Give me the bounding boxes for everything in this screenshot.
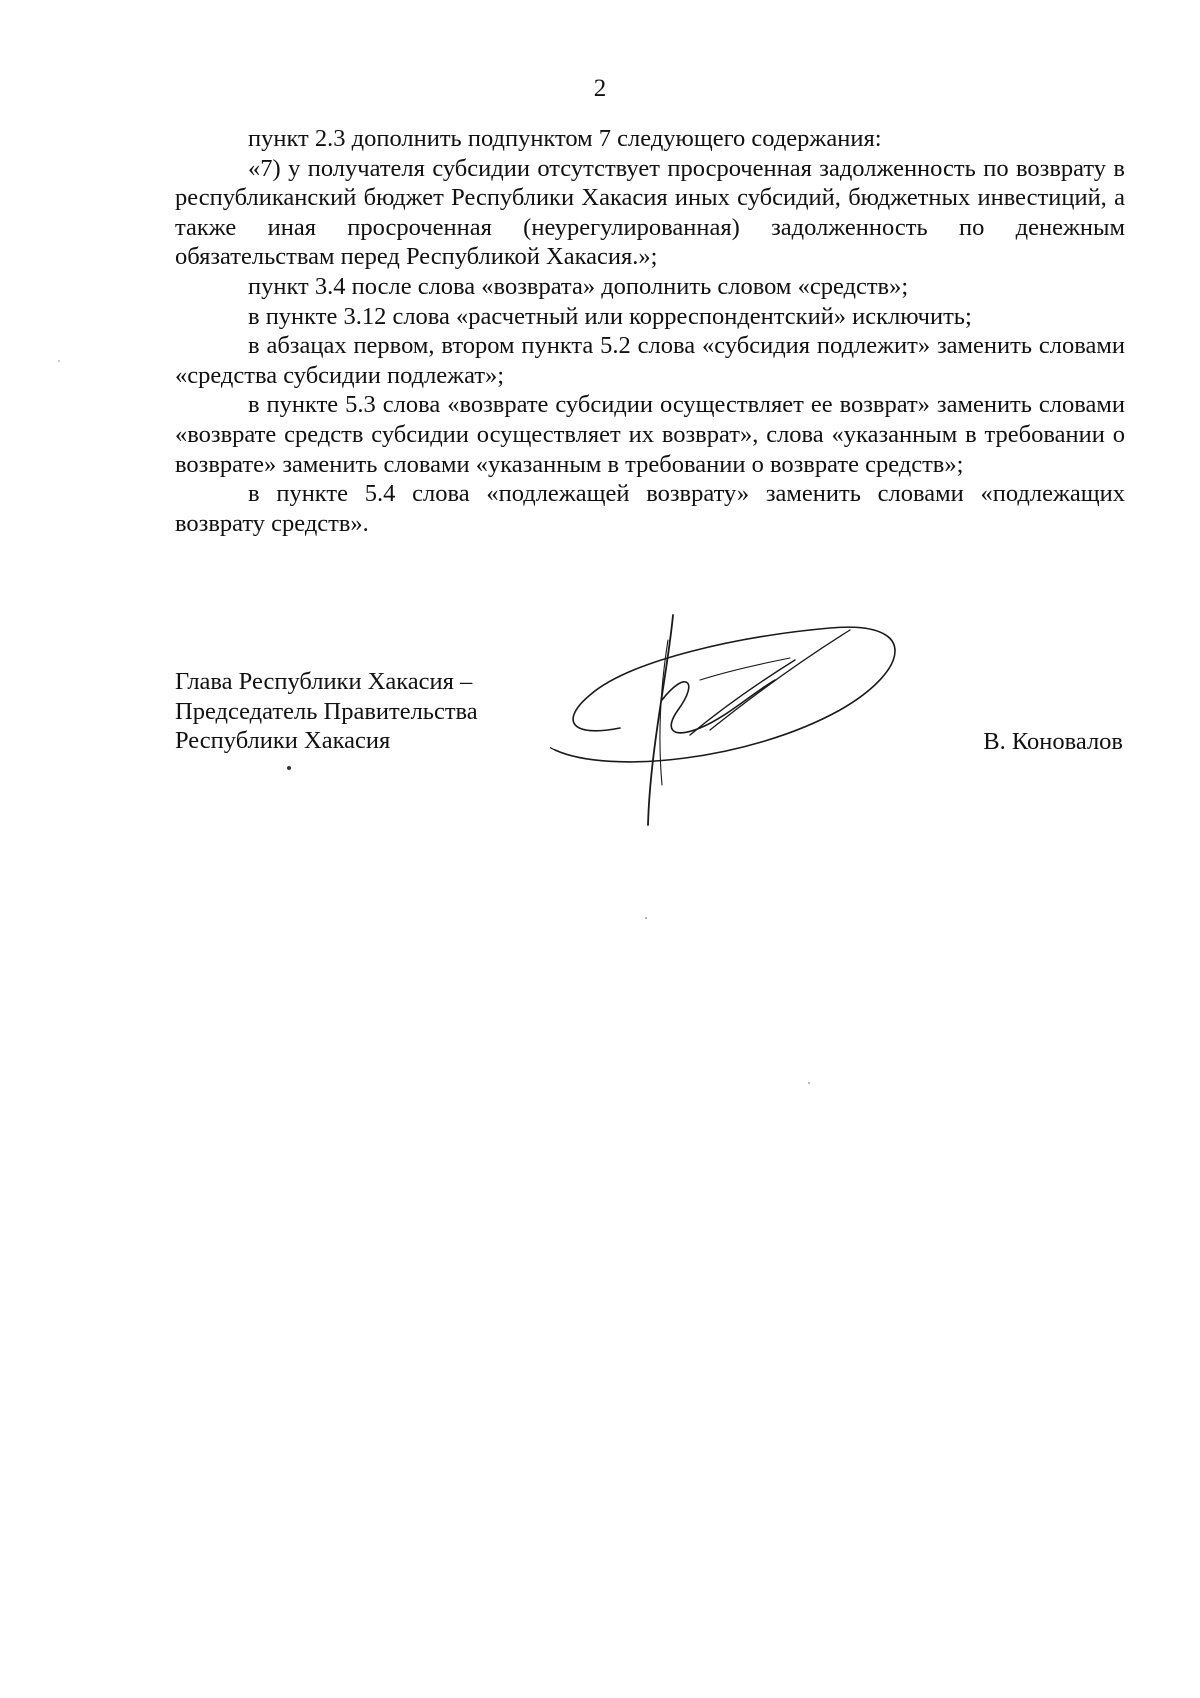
scan-speck (287, 766, 291, 770)
signatory-title-line: Глава Республики Хакасия – (175, 668, 473, 695)
scan-speck (58, 360, 60, 362)
signatory-name: В. Коновалов (983, 728, 1123, 755)
signatory-title (175, 667, 478, 756)
paragraph: пункт 3.4 после слова «возврата» дополнить словом «средств»; (248, 272, 909, 300)
signatory-title-line: Республики Хакасия (175, 727, 391, 755)
page-number: 2 (593, 75, 607, 102)
signatory-title-line: Председатель Правительства (175, 697, 478, 725)
scan-speck (808, 1082, 810, 1084)
paragraph: в пункте 5.3 слова «возврате субсидии осуществляет ее возврат» заменить словами «возврате средств субсидии осуществляет их возврат», слова «указанным в требовании о возврате» заменить словами «указанным в требовании о возврате средств»; (175, 391, 1125, 478)
paragraph: пункт 2.3 дополнить подпунктом 7 следующего содержания: (248, 125, 882, 152)
paragraph: «7) у получателя субсидии отсутствует просроченная задолженность по возврату в республиканский бюджет Республики Хакасия иных субсидий, бюджетных инвестиций, а также иная просроченная (неурегулированная) задолженность по денежным обязательствам перед Республикой Хакасия.»; (175, 154, 1125, 271)
paragraph: в пункте 5.4 слова «подлежащей возврату» заменить словами «подлежащих возврату средств». (175, 480, 1125, 537)
scan-speck (645, 917, 647, 919)
paragraph: в абзацах первом, втором пункта 5.2 слова «субсидия подлежит» заменить словами «средства субсидии подлежат»; (175, 332, 1125, 389)
handwritten-signature-icon (550, 610, 930, 830)
paragraph: в пункте 3.12 слова «расчетный или корреспондентский» исключить; (248, 302, 972, 330)
document-body (175, 124, 1125, 538)
